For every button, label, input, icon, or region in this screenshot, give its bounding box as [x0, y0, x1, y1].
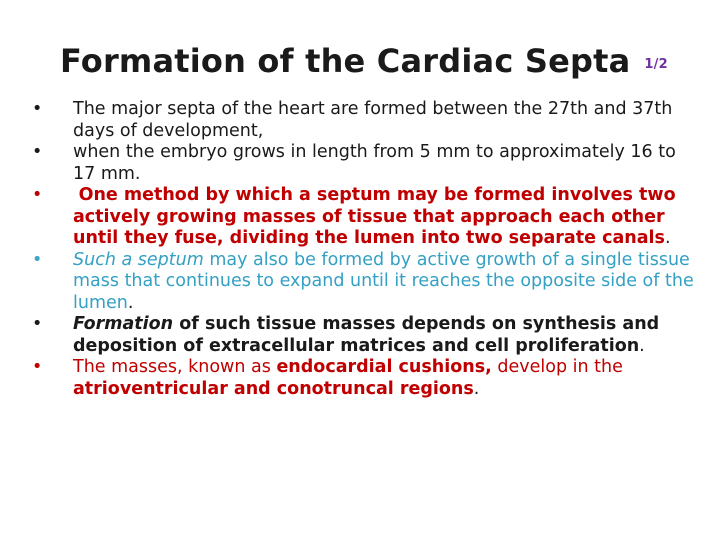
- bullet-text: may also be formed by active growth of a single tissue mass that continues to expand until it reaches the opposite side of the lumen: [73, 249, 694, 313]
- bullet-item: [30, 250, 698, 315]
- bullet-pre: The masses, known as: [73, 357, 277, 377]
- slide-title-text: Formation of the Cardiac Septa: [60, 42, 631, 80]
- bullet-list: [30, 99, 698, 400]
- bullet-item: [30, 314, 698, 357]
- bullet-item: [30, 142, 698, 185]
- bullet-text: of such tissue masses depends on synthesis and deposition of extracellular matrices and cell proliferation: [73, 314, 660, 356]
- bullet-text: when the embryo grows in length from 5 mm to approximately 16 to 17 mm.: [73, 142, 676, 184]
- bullet-text: One method by which a septum may be formed involves two actively growing masses of tissue that approach each other until they fuse, dividing the lumen into two separate canals: [73, 185, 676, 248]
- page-indicator: 1/2: [644, 57, 668, 72]
- bullet-tail: .: [664, 228, 671, 248]
- bullet-highlight-regions: atrioventricular and conotruncal regions: [73, 378, 474, 399]
- bullet-lead: Such a septum: [73, 249, 204, 270]
- bullet-item: [30, 357, 698, 400]
- bullet-item: [30, 185, 698, 250]
- bullet-mid: develop in the: [491, 357, 623, 377]
- bullet-highlight-endocardial: endocardial cushions,: [276, 357, 492, 377]
- bullet-tail: .: [127, 292, 134, 313]
- slide-title: [60, 42, 668, 80]
- bullet-lead: Formation: [73, 314, 174, 334]
- bullet-tail: .: [639, 335, 645, 356]
- bullet-item: [30, 99, 698, 142]
- bullet-text: The major septa of the heart are formed between the 27th and 37th days of development,: [73, 99, 673, 141]
- bullet-tail: .: [473, 378, 480, 399]
